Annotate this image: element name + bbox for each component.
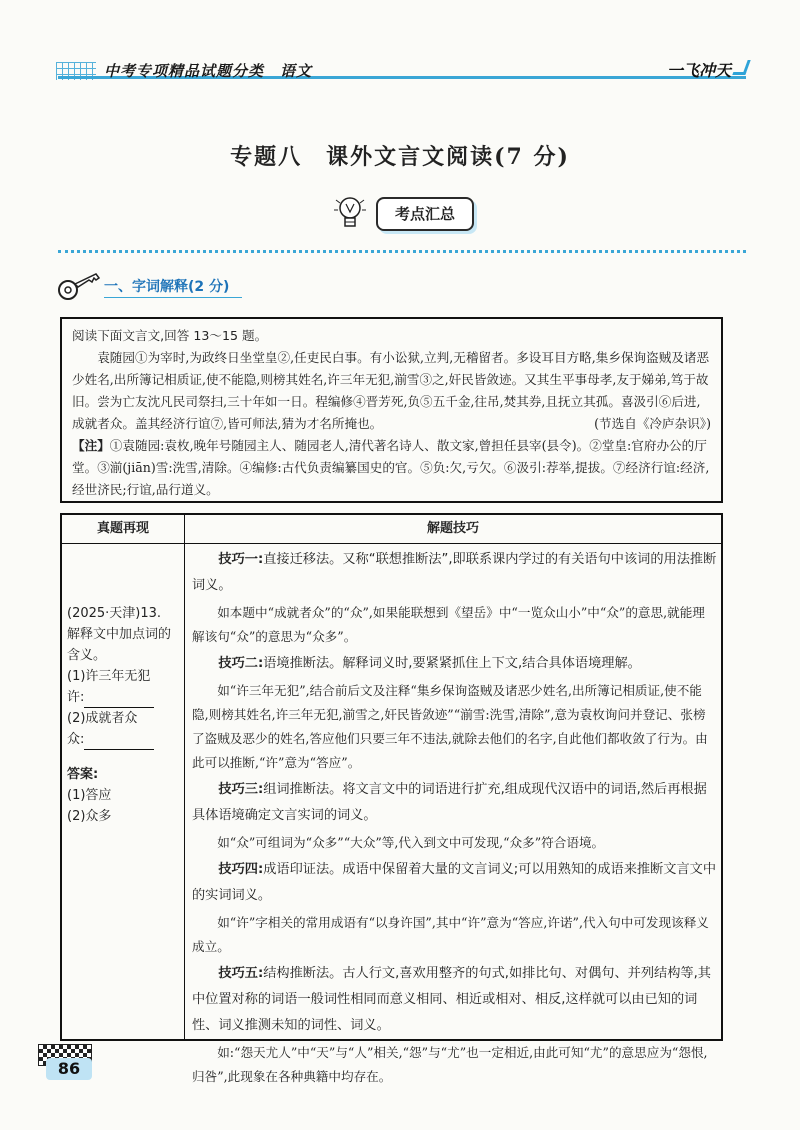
tip-2-text: 语境推断法。解释词义时,要紧紧抓住上下文,结合具体语境理解。	[263, 656, 641, 671]
dotted-divider	[58, 250, 746, 253]
tip-3	[192, 777, 717, 829]
question-source: (2025·天津)13.	[67, 606, 162, 621]
tip-3-title: 技巧三:	[218, 782, 264, 797]
tip-4-text: 成语印证法。成语中保留着大量的文言词义;可以用熟知的成语来推断文言文中的实词词义。	[192, 862, 717, 903]
brand-logo: 一飞冲天	[667, 61, 732, 80]
tip-3-text: 组词推断法。将文言文中的词语进行扩充,组成现代汉语中的词语,然后再根据具体语境确定文言实词的词义。	[192, 782, 707, 823]
passage-source: (节选自《冷庐杂识》)	[594, 416, 711, 431]
question-item-1: (1)许三年无犯	[67, 669, 151, 684]
tip-1-example: 如本题中“成就者众”的“众”,如果能联想到《望岳》中“一览众山小”中“众”的意思,就能理解该句“众”的意思为“众多”。	[192, 605, 705, 644]
tips-cell	[192, 547, 717, 1091]
answer-line-1-label: 许:	[67, 690, 85, 705]
tip-5-title: 技巧五:	[218, 966, 264, 981]
series-title: 中考专项精品试题分类 语文	[104, 62, 313, 80]
tip-1-text: 直接迁移法。又称“联想推断法”,即联系课内学过的有关语句中该词的用法推断词义。	[192, 552, 717, 593]
tip-5-text: 结构推断法。古人行文,喜欢用整齐的句式,如排比句、对偶句、并列结构等,其中位置对称的词语一般词性相同而意义相同、相近或相对、相反,这样就可以由已知的词性、词义推测未知的词性、词义。	[192, 966, 711, 1033]
tip-4	[192, 857, 717, 909]
brand-check-icon	[732, 60, 750, 75]
passage-box	[60, 317, 723, 503]
question-cell	[67, 603, 179, 827]
tip-3-example: 如“众”可组词为“众多”“大众”等,代入到文中可发现,“众多”符合语境。	[217, 835, 605, 850]
blank-1	[84, 693, 154, 708]
column-header-left: 真题再现	[96, 521, 149, 536]
tip-2-example: 如“许三年无犯”,结合前后文及注释“集乡保询盗贼及诸恶少姓名,出所簿记相质证,使不能隐,则榜其姓名,许三年无犯,湔雪之,奸民皆敛迹”“湔雪:洗雪,清除”,意为袁枚询问并登记、张榜了盗贼及恶少的姓名,答应他们只要三年不违法,就除去他们的名字,自此他们都收敛了行为。由此可以推断,“许”意为“答应”。	[192, 683, 708, 770]
answer-label: 答案:	[67, 767, 99, 782]
blank-2	[84, 735, 154, 750]
note-label: 【注】	[72, 438, 110, 453]
passage-body	[72, 347, 711, 435]
column-divider	[184, 515, 185, 1039]
tip-4-example: 如“许”字相关的常用成语有“以身许国”,其中“许”意为“答应,许诺”,代入句中可发现该释义成立。	[192, 915, 709, 954]
column-header-right: 解题技巧	[426, 521, 479, 536]
tip-5	[192, 961, 717, 1039]
answer-line-2-label: 众:	[67, 732, 85, 747]
tip-5-example: 如:“怨天尤人”中“天”与“人”相关,“怨”与“尤”也一定相近,由此可知“尤”的意思应为“怨恨,归咎”,此现象在各种典籍中均存在。	[192, 1045, 708, 1084]
note-text: ①袁随园:袁枚,晚年号随园主人、随园老人,清代著名诗人、散文家,曾担任县宰(县令)。②堂皇:官府办公的厅堂。③湔(jiān)雪:洗雪,清除。④编修:古代负责编纂国史的官。⑤负:欠,亏欠。⑥汲引:荐举,提拔。⑦经济行谊:经济,经世济民;行谊,品行道义。	[72, 438, 710, 497]
passage-text: 袁随园①为宰时,为政终日坐堂皇②,任吏民白事。有小讼狱,立判,无稽留者。多设耳目方略,集乡保询盗贼及诸恶少姓名,出所簿记相质证,使不能隐,则榜其姓名,许三年无犯,湔雪③之,奸民皆敛迹。又其生平事母孝,友于娣弟,笃于故旧。尝为亡友沈凡民司祭扫,三十年如一日。程编修④晋芳死,负⑤五千金,往吊,焚其券,且抚立其孤。喜汲引⑥后进,成就者众。盖其经济行谊⑦,皆可师法,猜为才名所掩也。	[72, 350, 710, 431]
table-header	[62, 515, 721, 544]
tip-1-title: 技巧一:	[218, 552, 264, 567]
tip-2	[192, 651, 717, 677]
answer-line-2	[67, 729, 179, 750]
question-prompt: 解释文中加点词的含义。	[67, 627, 172, 663]
answer-line-1	[67, 687, 179, 708]
passage-notes	[72, 435, 711, 501]
key-icon	[56, 270, 102, 304]
section-underline	[104, 297, 242, 298]
section-heading: 一、字词解释(2 分)	[104, 279, 230, 295]
page-number: 86	[46, 1058, 92, 1080]
answer-1: (1)答应	[67, 788, 112, 803]
section-badge: 考点汇总	[376, 197, 474, 231]
page-title: 专题八 课外文言文阅读(7 分)	[230, 144, 570, 170]
lightbulb-icon	[334, 194, 366, 232]
passage-intro: 阅读下面文言文,回答 13～15 题。	[72, 328, 268, 343]
tip-4-title: 技巧四:	[218, 862, 264, 877]
tip-1	[192, 547, 717, 599]
question-item-2: (2)成就者众	[67, 711, 138, 726]
tip-2-title: 技巧二:	[218, 656, 264, 671]
answer-2: (2)众多	[67, 809, 112, 824]
